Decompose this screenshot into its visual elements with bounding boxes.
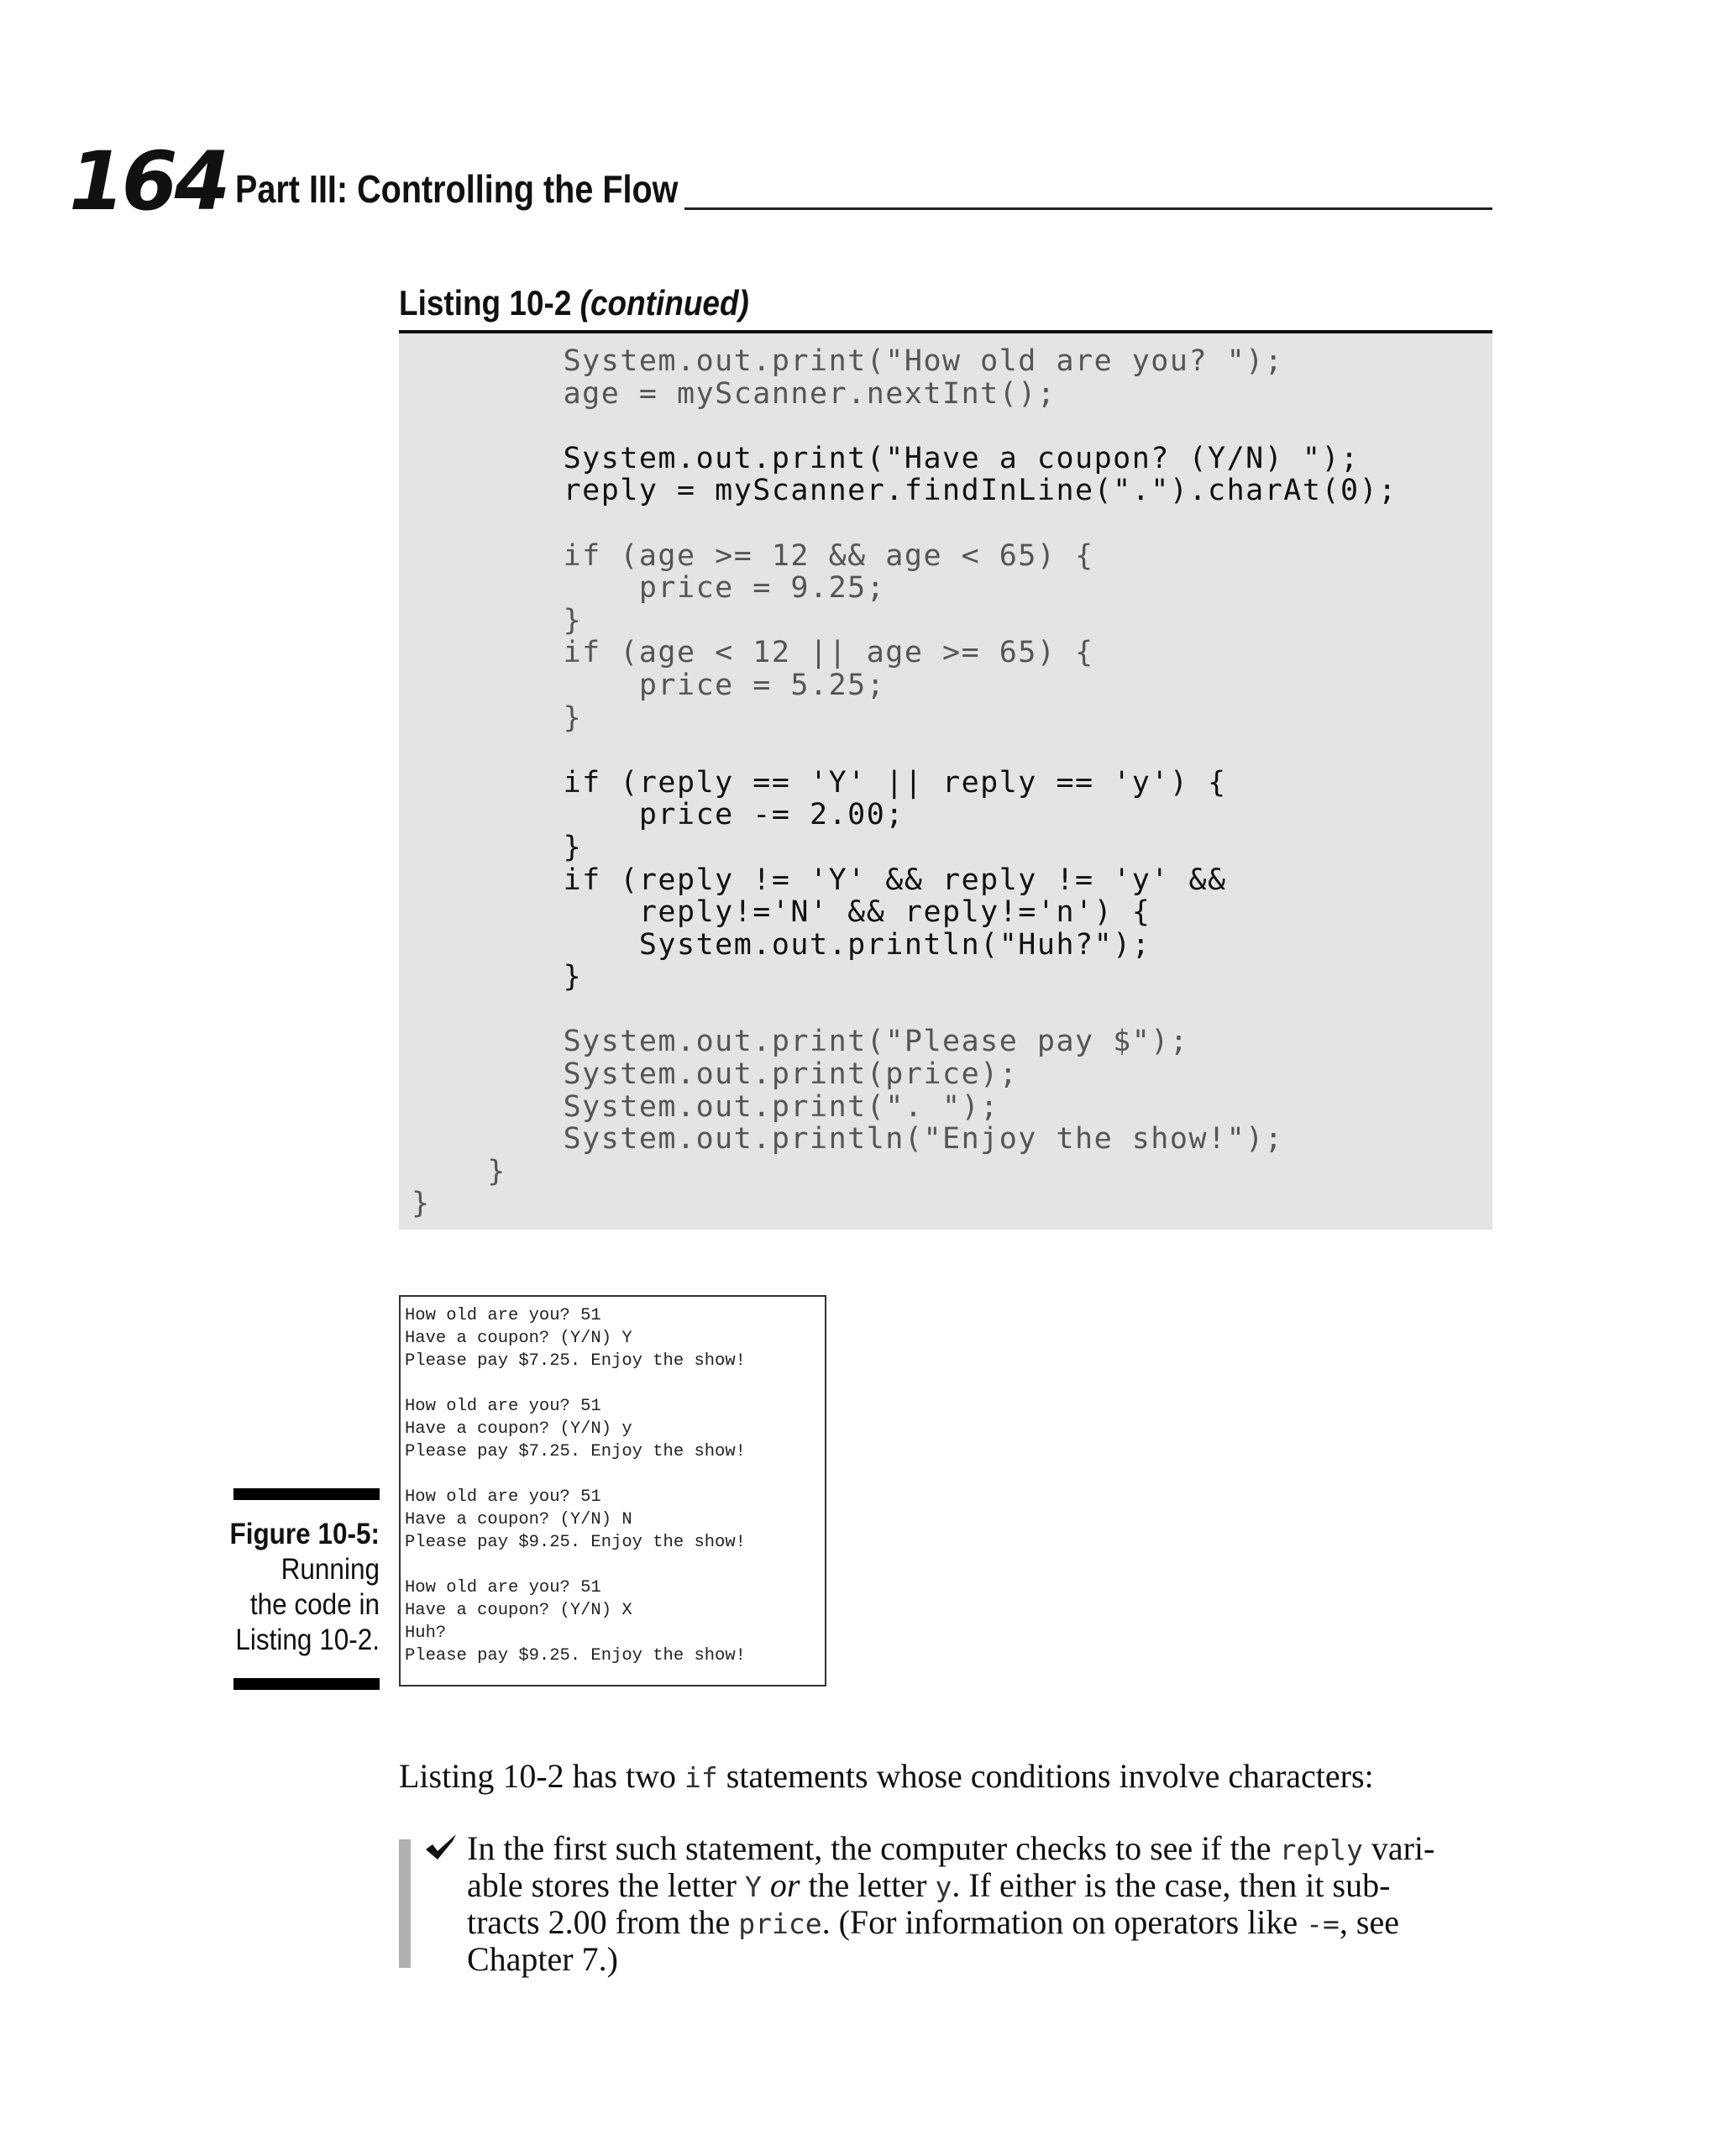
text-run: . If either is the case, then it sub- xyxy=(952,1866,1391,1904)
running-head: Part III: Controlling the Flow xyxy=(235,167,679,211)
code-line: price = 9.25; xyxy=(412,571,886,606)
code-line: System.out.println("Enjoy the show!"); xyxy=(412,1122,1284,1157)
text-run: able stores the letter xyxy=(467,1866,745,1904)
listing-caption-main: Listing 10-2 xyxy=(399,283,580,323)
figure-caption xyxy=(213,1517,380,1658)
emphasis: or xyxy=(769,1866,800,1904)
inline-code: price xyxy=(738,1907,822,1940)
code-line: age = myScanner.nextInt(); xyxy=(412,376,1057,411)
bullet-sidebar xyxy=(399,1839,411,1968)
figure-caption-line: Running xyxy=(281,1553,380,1586)
inline-code: reply xyxy=(1279,1833,1363,1866)
console-line: Please pay $7.25. Enjoy the show! xyxy=(405,1351,746,1371)
figure-label: Figure 10-5: xyxy=(229,1518,380,1550)
figure-caption-line: Listing 10-2. xyxy=(235,1624,380,1656)
bullet-line xyxy=(467,1831,1500,1868)
console-line: Have a coupon? (Y/N) Y xyxy=(405,1329,632,1348)
bullet-line xyxy=(467,1868,1500,1905)
listing-caption xyxy=(399,283,749,323)
inline-code: if xyxy=(684,1761,718,1794)
bullet-line: Chapter 7.) xyxy=(467,1940,618,1978)
code-line: System.out.println("Huh?"); xyxy=(412,927,1151,962)
console-line xyxy=(405,1463,746,1486)
console-line xyxy=(405,1372,746,1395)
console-line: Have a coupon? (Y/N) X xyxy=(405,1601,632,1620)
code-line: } xyxy=(412,1154,506,1188)
code-line: System.out.print("Have a coupon? (Y/N) "); xyxy=(412,441,1360,475)
code-line: price -= 2.00; xyxy=(412,798,905,832)
console-line: How old are you? 51 xyxy=(405,1397,601,1416)
console-output xyxy=(405,1304,746,1667)
console-line: Please pay $9.25. Enjoy the show! xyxy=(405,1533,746,1552)
inline-code: y xyxy=(935,1870,952,1903)
code-line: reply = myScanner.findInLine(".").charAt(0); xyxy=(412,474,1398,508)
page-number: 164 xyxy=(69,134,228,228)
code-line: System.out.print(". "); xyxy=(412,1089,999,1124)
text-run: In the first such statement, the computer checks to see if the xyxy=(467,1829,1280,1867)
text-run: Listing 10-2 has two xyxy=(399,1757,684,1795)
listing-caption-continued: (continued) xyxy=(579,283,749,323)
code-line xyxy=(412,994,1398,1026)
bullet-line xyxy=(467,1905,1500,1942)
inline-code: -= xyxy=(1306,1907,1340,1940)
text-run: statements whose conditions involve characters: xyxy=(717,1757,1374,1795)
code-line: } xyxy=(412,830,583,864)
bullet-item xyxy=(467,1831,1500,1977)
console-line: Have a coupon? (Y/N) y xyxy=(405,1419,632,1439)
console-line: How old are you? 51 xyxy=(405,1578,601,1597)
code-line: if (reply != 'Y' && reply != 'y' && xyxy=(412,863,1227,897)
code-line: System.out.print("Please pay $"); xyxy=(412,1025,1189,1059)
console-line: Have a coupon? (Y/N) N xyxy=(405,1510,632,1529)
code-line: } xyxy=(412,1187,431,1221)
figure-caption-line: the code in xyxy=(249,1588,380,1621)
text-run: tracts 2.00 from the xyxy=(467,1903,739,1941)
code-line xyxy=(412,507,1398,540)
code-line: price = 5.25; xyxy=(412,668,886,702)
figure-bar-top xyxy=(233,1488,380,1500)
code-line xyxy=(412,410,1398,443)
inline-code: Y xyxy=(744,1870,762,1903)
console-line: How old are you? 51 xyxy=(405,1487,601,1507)
console-line: Huh? xyxy=(405,1624,447,1643)
code-line: reply!='N' && reply!='n') { xyxy=(412,895,1151,930)
console-line: Please pay $9.25. Enjoy the show! xyxy=(405,1646,746,1666)
code-line: if (age >= 12 && age < 65) { xyxy=(412,538,1094,573)
text-run: . (For information on operators like xyxy=(821,1903,1307,1941)
code-line: System.out.print(price); xyxy=(412,1057,1019,1092)
code-line: } xyxy=(412,603,583,637)
code-line: if (age < 12 || age >= 65) { xyxy=(412,636,1094,670)
code-line: System.out.print("How old are you? "); xyxy=(412,344,1284,378)
checkmark-bullet-icon xyxy=(424,1833,458,1863)
figure-bar-bottom xyxy=(233,1678,380,1690)
code-line xyxy=(412,734,1398,767)
text-run: vari- xyxy=(1362,1829,1435,1867)
header-rule xyxy=(684,207,1492,210)
text-run: the letter xyxy=(800,1866,936,1904)
console-line: Please pay $7.25. Enjoy the show! xyxy=(405,1442,746,1461)
console-line xyxy=(405,1554,746,1576)
code-listing xyxy=(412,345,1398,1220)
code-line: if (reply == 'Y' || reply == 'y') { xyxy=(412,765,1227,800)
code-line: } xyxy=(412,960,583,994)
console-line: How old are you? 51 xyxy=(405,1306,601,1325)
text-run: , see xyxy=(1339,1903,1399,1941)
code-line: } xyxy=(412,700,583,735)
body-paragraph xyxy=(399,1759,1499,1796)
